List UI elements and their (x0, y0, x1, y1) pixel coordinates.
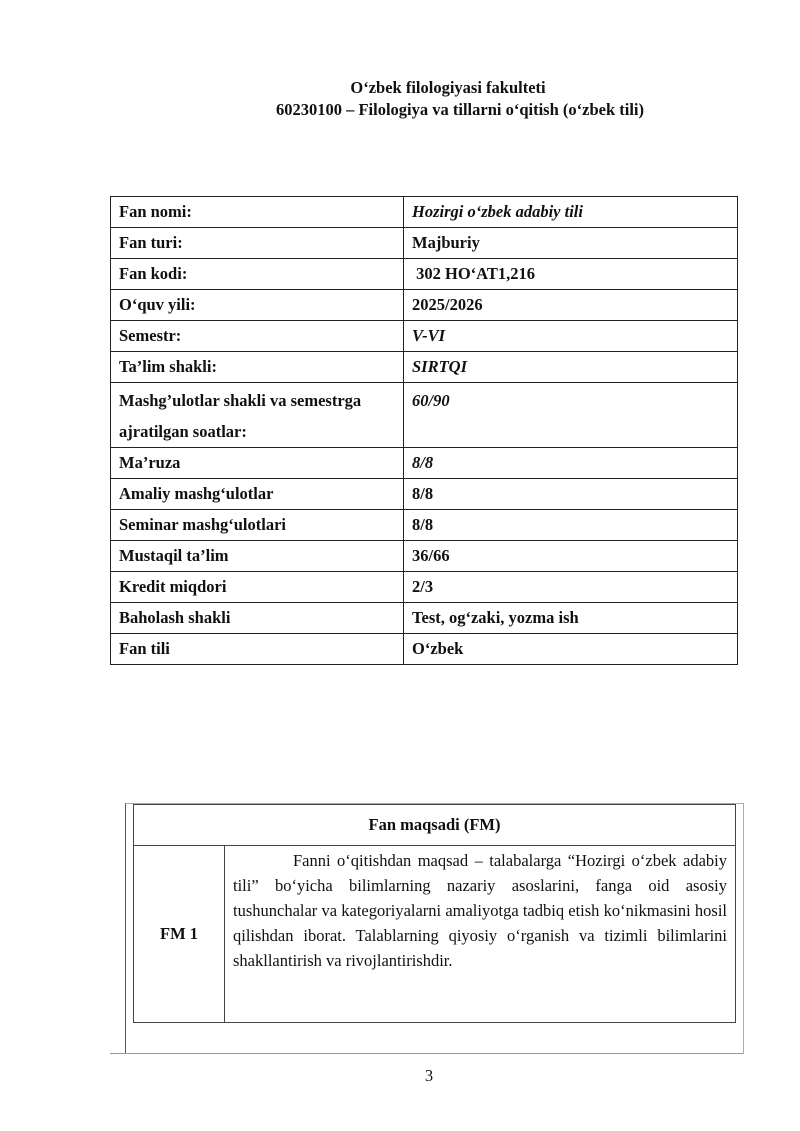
row-value: 36/66 (404, 541, 738, 572)
table-row (111, 634, 738, 665)
table-row (111, 259, 738, 290)
goal-code: FM 1 (134, 846, 225, 1023)
table-row (111, 448, 738, 479)
row-label: Semestr: (111, 321, 404, 352)
table-row (111, 572, 738, 603)
row-label: Kredit miqdori (111, 572, 404, 603)
table-row (111, 228, 738, 259)
row-label: O‘quv yili: (111, 290, 404, 321)
row-value: O‘zbek (404, 634, 738, 665)
row-label: Fan kodi: (111, 259, 404, 290)
table-row (134, 805, 736, 846)
table-row (111, 603, 738, 634)
table-row (111, 383, 738, 448)
row-label: Seminar mashg‘ulotlari (111, 510, 404, 541)
row-label: Ma’ruza (111, 448, 404, 479)
table-row (111, 197, 738, 228)
row-value: 8/8 (404, 510, 738, 541)
row-value: Test, og‘zaki, yozma ish (404, 603, 738, 634)
table-row (111, 510, 738, 541)
table-row (111, 290, 738, 321)
row-value: 2025/2026 (404, 290, 738, 321)
goal-text: Fanni o‘qitishdan maqsad – talabalarga “Hozirgi o‘zbek adabiy tili” bo‘yicha bilimlarning nazariy asoslarini, fanga oid asosiy tushunchalar va kategoriyalarni amaliyotga tadbiq etish ko‘nikmasini hosil qilishdan iborat. Talablarning qiyosiy o‘rganish va tizimli bilimlarini shakllantirish va rivojlantirishdir. (233, 851, 727, 970)
row-label: Baholash shakli (111, 603, 404, 634)
fm-bottom-divider (110, 1053, 743, 1054)
table-row (111, 352, 738, 383)
faculty-heading: O‘zbek filologiyasi fakulteti (350, 78, 546, 97)
goal-table-title: Fan maqsadi (FM) (134, 805, 736, 846)
table-row (111, 541, 738, 572)
row-value: Majburiy (404, 228, 738, 259)
row-label: Fan turi: (111, 228, 404, 259)
row-label: Mustaqil ta’lim (111, 541, 404, 572)
table-row (111, 479, 738, 510)
table-row (134, 846, 736, 1023)
goal-text-cell (225, 846, 736, 1023)
row-value: 302 HO‘AT1,216 (404, 259, 738, 290)
row-label: Fan nomi: (111, 197, 404, 228)
program-heading: 60230100 – Filologiya va tillarni o‘qitish (o‘zbek tili) (275, 100, 645, 119)
row-value: 8/8 (404, 479, 738, 510)
page-number: 3 (424, 1066, 434, 1085)
course-info-table (110, 196, 738, 665)
row-value: 2/3 (404, 572, 738, 603)
row-value: 8/8 (404, 448, 738, 479)
row-value: SIRTQI (404, 352, 738, 383)
row-label: Mashg’ulotlar shakli va semestrga ajratilgan soatlar: (111, 383, 404, 448)
row-value: V-VI (404, 321, 738, 352)
row-value: Hozirgi o‘zbek adabiy tili (404, 197, 738, 228)
row-value: 60/90 (404, 383, 738, 448)
course-goal-table (133, 804, 736, 1023)
row-label: Amaliy mashg‘ulotlar (111, 479, 404, 510)
table-row (111, 321, 738, 352)
row-label: Ta’lim shakli: (111, 352, 404, 383)
row-label: Fan tili (111, 634, 404, 665)
